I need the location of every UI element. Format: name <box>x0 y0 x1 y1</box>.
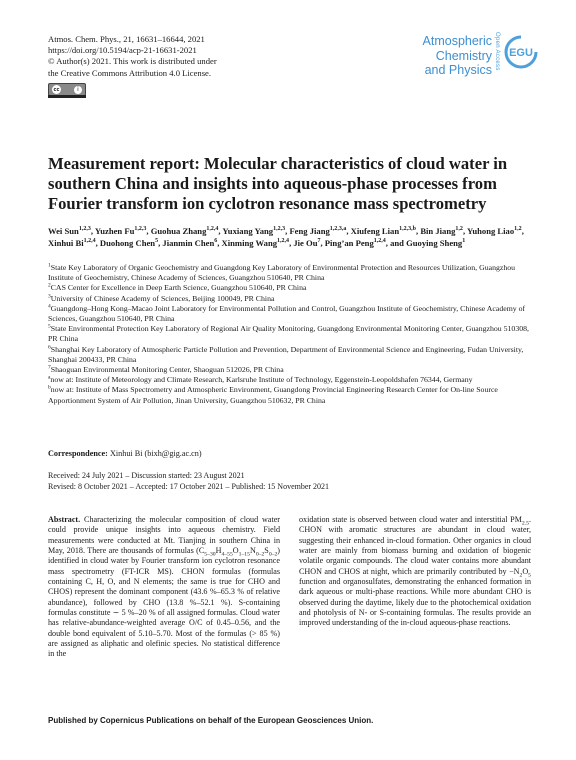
egu-logo-text: EGU <box>509 47 533 59</box>
publication-dates <box>48 471 329 492</box>
author-affiliation-mark: 1,2 <box>455 226 463 233</box>
paper-title: Measurement report: Molecular characteristics of cloud water in southern China and insights into aqueous-phase processes from Fourier transform ion cyclotron resonance mass spectrometry <box>48 154 508 213</box>
author-affiliation-mark: 1 <box>462 237 466 244</box>
author-name: Bin Jiang <box>420 226 456 236</box>
license-badge-bar <box>48 95 86 98</box>
author-affiliation-mark: 1,2,3 <box>78 226 91 233</box>
author <box>100 238 158 248</box>
author <box>95 226 147 236</box>
author <box>293 238 320 248</box>
affiliation-text: Shanghai Key Laboratory of Atmospheric Particle Pollution and Prevention, Department of Environmental Science and Engineering, Fudan University, Shanghai 200433, PR China <box>48 344 524 364</box>
affiliation-mark: 5 <box>48 323 51 330</box>
author-name: Xinhui Bi <box>48 237 84 248</box>
author-affiliation-mark: 1,2,4 <box>83 237 96 244</box>
pm-sub: 2.5 <box>521 520 529 527</box>
affiliation-item <box>48 263 538 283</box>
formula-sub: 0–2 <box>268 551 278 558</box>
author-name: Jie Ou <box>293 237 318 248</box>
affiliation-text: now at: Institute of Mass Spectrometry and Atmospheric Environment, Guangdong Provincial Engineering Research Center for On-line Source Apportionment System of Air Pollution, Jinan University, Guangzhou 510632, PR China <box>48 385 498 405</box>
correspondence-label: Correspondence: <box>48 449 108 458</box>
affiliation-mark: 3 <box>48 293 51 300</box>
formula-part: O <box>232 546 239 556</box>
affiliation-mark: 1 <box>48 262 51 269</box>
author <box>222 226 285 236</box>
affiliation-text: University of Chinese Academy of Sciences, Beijing 100049, PR China <box>50 293 275 303</box>
author-name: Yuxiang Yang <box>222 226 274 236</box>
author <box>406 238 465 248</box>
citation-line: Atmos. Chem. Phys., 21, 16631–16644, 2021 <box>48 34 205 44</box>
author-list: Wei Sun$^{1,2,3}$, Yuzhen Fu$^{1,2,3}$, Guohua Zhang$^{1,2,4}$, Yuxiang Yang$^{1,2,3}$, Feng Jiang$^{1,2,3,a}$, Xiufeng Lian$^{1,2,3,b}$, Bin Jiang$^{1,2}$, Yuhong Liao$^{1,2}$, Xinhui Bi$^{1,2,4}$, Duohong Chen$^5$, Jianmin Chen$^6$, Xinming Wang$^{1,2,4}$, Jie Ou$^7$, Ping’an Peng$^{1,2,4}$, and Guoying Sheng$^1$ <box>48 226 524 248</box>
attribution-icon: i <box>74 86 82 94</box>
formula-sub: 5–30 <box>204 551 216 558</box>
affiliation-text: CAS Center for Excellence in Deep Earth Science, Guangzhou 510640, PR China <box>50 283 307 293</box>
abstract-column-right <box>299 515 531 629</box>
formula-sub: 2 <box>519 572 523 579</box>
author <box>289 226 346 236</box>
affiliation-item <box>48 365 538 375</box>
author-name: Ping’an Peng <box>324 237 374 248</box>
citation-block <box>48 34 217 79</box>
affiliation-mark: 2 <box>48 282 51 289</box>
publisher-footer: Published by Copernicus Publications on behalf of the European Geosciences Union. <box>48 716 374 725</box>
author-affiliation-mark: 5 <box>155 237 159 244</box>
open-access-label: Open Access <box>494 32 500 71</box>
abstract-label: Abstract. <box>48 515 81 524</box>
affiliation-text: Shaoguan Environmental Monitoring Center, Shaoguan 512026, PR China <box>50 365 284 375</box>
author-name: Feng Jiang <box>289 226 330 236</box>
formula-part: O <box>522 566 529 576</box>
author-affiliation-mark: 6 <box>214 237 218 244</box>
affiliation-mark: 4 <box>48 303 51 310</box>
abstract-text: function and organosulfates, demonstrating the enhanced formation in dark aqueous or multi-phase reactions. While more abundant CHO is observed during the daytime, likely due to the photochemical oxidation and photolysis of N- or S-containing formulas. The results provide an improved understanding of the in-cloud aqueous-phase reactions. <box>299 577 531 628</box>
copyright-line: © Author(s) 2021. This work is distributed under <box>48 56 217 67</box>
author-affiliation-mark: 1,2 <box>514 226 522 233</box>
author <box>48 226 91 236</box>
author <box>151 226 219 236</box>
affiliation-mark: b <box>48 384 51 391</box>
journal-name-line2: Chemistry <box>435 48 492 63</box>
author-affiliation-mark: 1,2,4 <box>206 226 219 233</box>
author <box>162 238 217 248</box>
abstract-text: ) identified in cloud water by Fourier transform ion cyclotron resonance mass spectrometry (FT-ICR MS). CHON formulas (formulas containing C, H, O, and N elements; the same is true for CHO and CHOS) represent the dominant component (43.6 %–65.3 % of relative abundance), followed by CHO (13.8 %–52.1 %). S-containing formulas constitute ∼ 5 %–20 % of all assigned formulas. Cloud water has relative-abundance-weighted average O/C of 0.45–0.56, and the double bond equivalent of 5.10–5.70. Most of the formulas (> 85 %) are assigned as aliphatic and olefinic species. No statistical difference in the <box>48 546 280 659</box>
affiliation-text: now at: Institute of Meteorology and Climate Research, Karlsruhe Institute of Technology, Eggenstein-Leopoldshafen 76344, Germany <box>50 375 473 385</box>
author-affiliation-mark: 1,2,4 <box>277 237 290 244</box>
author-name: Duohong Chen <box>99 237 156 248</box>
journal-name <box>423 34 492 78</box>
author <box>222 238 290 248</box>
affiliation-text: Guangdong–Hong Kong–Macao Joint Laboratory for Environmental Pollution and Control, Guangzhou Institute of Geochemistry, Chinese Academy of Sciences, Guangzhou 510640, PR China <box>48 303 526 324</box>
author <box>325 238 386 248</box>
author-name: Xiufeng Lian <box>350 226 400 236</box>
affiliation-mark: 6 <box>48 344 51 351</box>
author <box>467 226 522 236</box>
license-line: the Creative Commons Attribution 4.0 License. <box>48 67 212 78</box>
affiliation-item <box>48 385 538 405</box>
affiliation-item <box>48 375 538 385</box>
affiliation-item <box>48 304 538 324</box>
author-affiliation-mark: 1,2,3,a <box>329 226 347 233</box>
affiliation-item <box>48 324 538 344</box>
author-name: Xinming Wang <box>221 237 278 248</box>
cc-icon: cc <box>53 86 60 93</box>
formula-sub: 1–15 <box>238 551 250 558</box>
formula-part: N <box>249 546 256 556</box>
author-name: Wei Sun <box>48 226 79 236</box>
dates-line1: Received: 24 July 2021 – Discussion started: 23 August 2021 <box>48 471 245 480</box>
egu-logo-icon <box>503 34 539 70</box>
author-affiliation-mark: 7 <box>317 237 321 244</box>
author-name: Guohua Zhang <box>150 226 207 236</box>
affiliation-text: State Environmental Protection Key Laboratory of Regional Air Quality Monitoring, Guangdong Environmental Monitoring Center, Guangzhou 510308, PR China <box>48 324 529 344</box>
author <box>351 226 416 236</box>
author-affiliation-mark: 1,2,3 <box>273 226 286 233</box>
affiliation-item <box>48 294 538 304</box>
author-name: Yuhong Liao <box>466 226 515 236</box>
affiliation-mark: 7 <box>48 364 51 371</box>
author-name: Guoying Sheng <box>406 237 463 248</box>
authors-and: and <box>390 237 404 248</box>
author-affiliation-mark: 1,2,3 <box>134 226 147 233</box>
formula-sub: 5 <box>528 572 531 579</box>
doi-link[interactable]: https://doi.org/10.5194/acp-21-16631-2021 <box>48 45 197 56</box>
affiliation-text: State Key Laboratory of Organic Geochemistry and Guangdong Key Laboratory of Environmental Protection and Resources Utilization, Guangzhou Institute of Geochemistry, Chinese Academy of Sciences, Guangzhou 510640, PR China <box>48 263 516 283</box>
author-name: Jianmin Chen <box>162 237 215 248</box>
author <box>48 238 96 248</box>
abstract-text: oxidation state is observed between cloud water and interstitial PM <box>299 515 522 524</box>
author <box>420 226 463 236</box>
formula-part: C <box>198 546 205 556</box>
affiliation-mark: a <box>48 374 51 381</box>
formula-part: H <box>215 546 222 556</box>
affiliation-item <box>48 283 538 293</box>
abstract-text: Characterizing the molecular composition of cloud water could provide unique insights into aqueous chemistry. Field measurements were conducted at Mt. Tianjing in southern China in May, 2018. There are thousands of formulas ( <box>48 515 280 556</box>
formula-sub: 0–2 <box>255 551 265 558</box>
author-affiliation-mark: 1,2,3,b <box>399 226 417 233</box>
author-affiliation-mark: 1,2,4 <box>373 237 386 244</box>
formula-sub: 4–55 <box>221 551 233 558</box>
dates-line2: Revised: 8 October 2021 – Accepted: 17 October 2021 – Published: 15 November 2021 <box>48 481 330 491</box>
correspondence-value[interactable]: Xinhui Bi (bixh@gig.ac.cn) <box>109 449 202 458</box>
author-name: Yuzhen Fu <box>94 226 135 236</box>
journal-name-line1: Atmospheric <box>422 34 492 48</box>
journal-name-line3: and Physics <box>424 63 492 77</box>
correspondence <box>48 449 202 458</box>
affiliation-item <box>48 345 538 365</box>
affiliation-list <box>48 263 538 406</box>
abstract-column-left <box>48 515 280 660</box>
abstract-text: . CHON with aromatic structures are abundant in cloud water, suggesting their enhanced in-cloud formation. Other organics in cloud water are mainly from biomass burning and oxidation of biogenic volatile organic compounds. The cloud water contains more abundant CHON and CHOS at night, which are primarily contributed by −N <box>299 515 531 576</box>
formula-part: S <box>264 546 269 556</box>
